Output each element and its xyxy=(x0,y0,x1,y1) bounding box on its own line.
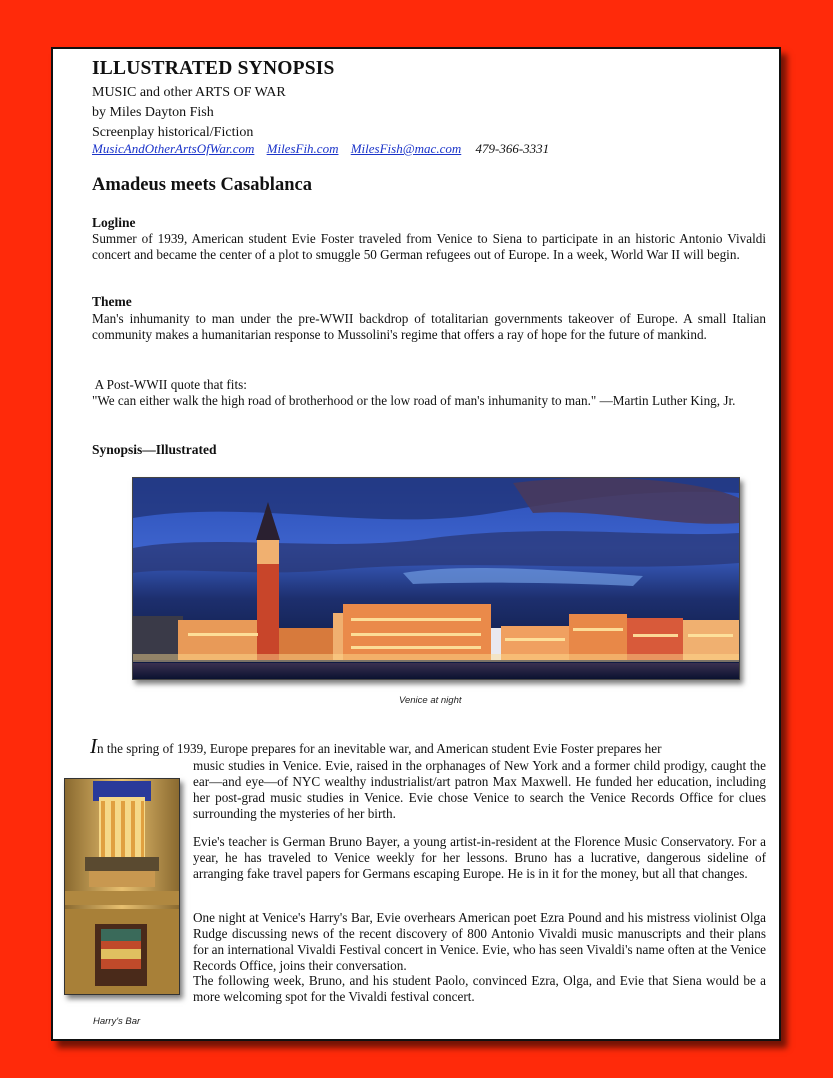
venice-night-image xyxy=(133,478,739,679)
subtitle: MUSIC and other ARTS OF WAR xyxy=(92,85,286,100)
logline-text: Summer of 1939, American student Evie Foster traveled from Venice to Siena to participate in an historic Antonio Vivaldi concert and became the center of a plot to smuggle 50 German refugees out of Europe. In a week, World War II will begin. xyxy=(92,231,766,263)
alt-website-link[interactable]: MilesFih.com xyxy=(266,141,339,156)
contact-links xyxy=(92,141,549,157)
genre-line: Screenplay historical/Fiction xyxy=(92,125,254,140)
synopsis-paragraph-3: One night at Venice's Harry's Bar, Evie overhears American poet Ezra Pound and his mistress violinist Olga Rudge discussing news of the recent discovery of 800 Antonio Vivaldi music manuscripts and their plans for an international Vivaldi Festival concert in Venice. Evie, who has seen Vivaldi's name often at the Venice Records Office, joins their conversation. xyxy=(193,910,766,973)
author-line: by Miles Dayton Fish xyxy=(92,105,214,120)
website-link[interactable]: MusicAndOtherArtsOfWar.com xyxy=(92,141,255,156)
drop-cap: I xyxy=(90,734,97,758)
synopsis-paragraph-4: The following week, Bruno, and his student Paolo, convinced Ezra, Olga, and Evie that Siena would be a more welcoming spot for the Vivaldi festival concert. xyxy=(193,973,766,1004)
harrys-bar-image xyxy=(65,779,179,994)
synopsis-p1-first: n the spring of 1939, Europe prepares for an inevitable war, and American student Evie Foster prepares her xyxy=(97,741,662,756)
email-link[interactable]: MilesFish@mac.com xyxy=(350,141,462,156)
theme-heading: Theme xyxy=(92,294,132,309)
synopsis-paragraph-1: music studies in Venice. Evie, raised in the orphanages of New York and a former child prodigy, caught the ear—and eye—of NYC wealthy industrialist/art patron Max Maxwell. He funded her education, including her post-grad music studies in Venice. Evie chose Venice to search the Venice Records Office for clues surrounding the mysteries of her birth. xyxy=(193,758,766,821)
pitch-heading: Amadeus meets Casablanca xyxy=(92,175,312,195)
phone-number: 479-366-3331 xyxy=(475,141,550,156)
document-page xyxy=(51,47,781,1041)
harrys-bar-caption: Harry's Bar xyxy=(93,1016,141,1027)
quote-intro: A Post-WWII quote that fits: xyxy=(92,377,247,392)
venice-image-caption: Venice at night xyxy=(399,695,462,706)
synopsis-paragraph-1-lead xyxy=(90,734,766,758)
quote-text: "We can either walk the high road of brotherhood or the low road of man's inhumanity to man." —Martin Luther King, Jr. xyxy=(92,393,736,408)
harrys-bar-photo xyxy=(64,778,180,995)
venice-night-photo xyxy=(132,477,740,680)
logline-heading: Logline xyxy=(92,215,136,230)
document-title: ILLUSTRATED SYNOPSIS xyxy=(92,58,335,79)
synopsis-paragraph-2: Evie's teacher is German Bruno Bayer, a young artist-in-resident at the Florence Music Conservatory. For a year, he has traveled to Venice weekly for her lessons. Bruno has a lucrative, dangerous sideline of arranging fake travel papers for Germans escaping Europe. He is in it for the money, but all that changes. xyxy=(193,834,766,881)
theme-text: Man's inhumanity to man under the pre-WWII backdrop of totalitarian governments takeover of Europe. A small Italian community makes a humanitarian response to Mussolini's regime that offers a ray of hope for the future of mankind. xyxy=(92,311,766,343)
synopsis-heading: Synopsis—Illustrated xyxy=(92,442,217,457)
